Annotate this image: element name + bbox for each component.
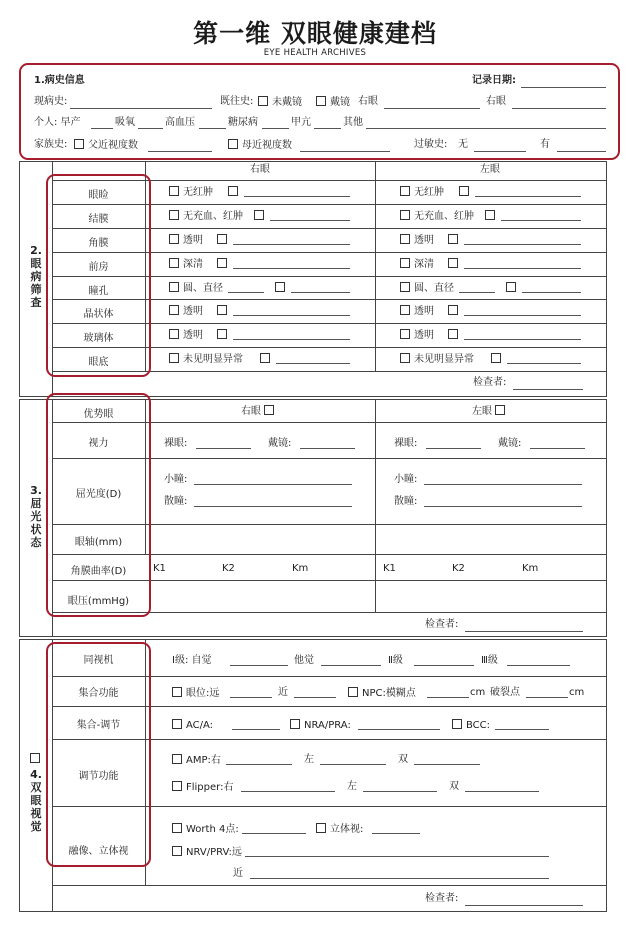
right-lens-checkbox[interactable] [169,305,179,315]
npc-blur-field[interactable] [427,697,469,698]
premature-field[interactable] [91,128,113,129]
screening-section-label: 2. 眼 病 筛 查 [30,244,42,309]
hypertension-field[interactable] [199,128,226,129]
left-fundus-other-checkbox[interactable] [491,353,501,363]
allergy-have-field[interactable] [557,151,606,152]
left-fundus-field[interactable] [507,363,581,364]
right-dilated-label: 散瞳: [164,496,188,507]
left-vitreous-field[interactable] [464,339,581,340]
nra-checkbox[interactable] [290,719,300,729]
allergy-none-field[interactable] [474,151,526,152]
nrv-checkbox[interactable] [172,846,182,856]
nra-field[interactable] [358,729,440,730]
bcc-checkbox[interactable] [452,719,462,729]
row-label-eyelid: 眼睑 [88,190,109,201]
history-heading: 1.病史信息 [34,75,85,86]
left-naked-field[interactable] [426,448,481,449]
left-k1: K1 [383,563,396,574]
right-dilated-field[interactable] [194,506,352,507]
past-right-eye-label: 右眼 [358,96,378,107]
left-lens-field[interactable] [464,315,581,316]
flipper-both-label: 双 [449,781,459,792]
fusion-stereo-label: 融像、立体视 [68,846,129,857]
other-sense-field[interactable] [321,665,381,666]
nrv-near-field[interactable] [250,878,549,879]
right-pupil-other-checkbox[interactable] [275,282,285,292]
nrv-far-field[interactable] [245,856,549,857]
stereo-checkbox[interactable] [316,823,326,833]
binocular-section-label: 4. 双 眼 视 觉 [30,768,42,833]
npc-label: NPC:模糊点 [362,688,416,699]
bcc-field[interactable] [495,729,549,730]
synoptophore-label: 同视机 [83,655,114,666]
amp-label: AMP:右 [186,755,221,766]
dominant-right-label: 右眼 [241,406,261,417]
curvature-label: 角膜曲率(D) [70,566,127,577]
vision-label: 视力 [88,438,109,449]
no-glasses-checkbox[interactable] [258,96,268,106]
refraction-items-highlight [46,393,151,617]
grade2-field[interactable] [414,665,474,666]
eye-position-label: 眼位:远 [186,688,220,699]
right-pupil-diameter-field[interactable] [228,292,264,293]
left-chamber-other-checkbox[interactable] [448,258,458,268]
screening-inspector-field[interactable] [513,389,583,390]
nra-label: NRA/PRA: [304,720,351,731]
left-pupil-other-checkbox[interactable] [506,282,516,292]
row-label-lens: 晶状体 [83,309,114,320]
past-right-eye-label-2: 右眼 [486,96,506,107]
mother-checkbox[interactable] [228,139,238,149]
binocular-items-highlight [46,642,151,867]
right-eyelid-field[interactable] [244,196,350,197]
right-cornea-checkbox[interactable] [169,234,179,244]
mother-label: 母近视度数 [242,140,292,151]
left-conjunctiva-other-checkbox[interactable] [485,210,495,220]
left-dilated-field[interactable] [424,506,582,507]
allergy-have-label: 有 [540,139,550,150]
right-vitreous-other-checkbox[interactable] [217,329,227,339]
convergence-accommodation-label: 集合-调节 [76,720,121,731]
hypoxia-field[interactable] [138,128,163,129]
right-eyelid-checkbox[interactable] [169,186,179,196]
right-chamber-checkbox[interactable] [169,258,179,268]
father-field[interactable] [148,151,212,152]
amp-left-field[interactable] [320,764,386,765]
right-fundus-checkbox[interactable] [169,353,179,363]
axial-length-label: 眼轴(mm) [74,537,123,548]
right-lens-field[interactable] [233,315,350,316]
dominant-left-label: 左眼 [472,406,492,417]
worth-field[interactable] [242,833,306,834]
left-chamber-checkbox[interactable] [400,258,410,268]
right-vitreous-checkbox[interactable] [169,329,179,339]
left-km: Km [522,563,539,574]
allergy-none-label: 无 [458,139,468,150]
amp-checkbox[interactable] [172,754,182,764]
glasses-label: 戴镜 [330,97,350,108]
eye-position-near-field[interactable] [294,697,336,698]
right-fundus-other-checkbox[interactable] [260,353,270,363]
right-cornea-field[interactable] [233,244,350,245]
allergy-label: 过敏史: [414,139,448,150]
left-vitreous-checkbox[interactable] [400,329,410,339]
grade1-field[interactable] [230,665,288,666]
right-pupil-checkbox[interactable] [169,282,179,292]
accommodation-label: 调节功能 [78,771,119,782]
aca-label: AC/A: [186,720,214,731]
right-naked-label: 裸眼: [164,438,188,449]
grade3-field[interactable] [507,665,570,666]
right-glasses-field[interactable] [300,448,355,449]
no-glasses-label: 未戴镜 [272,97,302,108]
npc-cm-label: cm [470,687,486,698]
eye-position-checkbox[interactable] [172,687,182,697]
screening-inspector-label: 检查者: [473,377,507,388]
refraction-label: 屈光度(D) [75,489,122,500]
father-checkbox[interactable] [74,139,84,149]
other-label: 其他 [343,117,363,128]
screening-items-highlight [46,174,151,377]
left-conjunctiva-field[interactable] [501,220,581,221]
right-chamber-field[interactable] [233,268,350,269]
flipper-right-field[interactable] [241,791,335,792]
amp-left-label: 左 [304,754,314,765]
left-fundus-checkbox[interactable] [400,353,410,363]
amp-right-field[interactable] [226,764,292,765]
left-eyelid-field[interactable] [475,196,581,197]
right-small-pupil-field[interactable] [194,484,352,485]
row-label-vitreous: 玻璃体 [83,333,114,344]
left-lens-checkbox[interactable] [400,305,410,315]
left-vitreous-other-checkbox[interactable] [448,329,458,339]
left-small-pupil-label: 小瞳: [394,474,418,485]
right-conjunctiva-field[interactable] [270,220,350,221]
right-conjunctiva-checkbox[interactable] [169,210,179,220]
past-right-eye-field[interactable] [384,108,480,109]
grade2-label: Ⅱ级 [388,655,403,666]
present-history-field[interactable] [70,108,212,109]
flipper-both-field[interactable] [465,791,539,792]
page-title: 第一维 双眼健康建档 [193,19,437,48]
grade3-label: Ⅲ级 [481,655,498,666]
record-date-label: 记录日期: [472,75,516,86]
left-pupil-checkbox[interactable] [400,282,410,292]
flipper-checkbox[interactable] [172,781,182,791]
right-chamber-other-checkbox[interactable] [217,258,227,268]
father-label: 父近视度数 [88,140,138,151]
diabetes-label: 糖尿病 [228,117,258,128]
row-label-cornea: 角膜 [88,238,109,249]
row-label-conjunctiva: 结膜 [88,214,109,225]
row-label-anterior-chamber: 前房 [88,262,109,273]
binocular-inspector-field[interactable] [465,905,583,906]
right-cornea-other-checkbox[interactable] [217,234,227,244]
refraction-section-label: 3. 屈 光 状 态 [30,484,42,549]
hypertension-label: 高血压 [165,117,195,128]
flipper-left-label: 左 [347,781,357,792]
worth-label: Worth 4点: [186,824,239,835]
right-fundus-field[interactable] [276,363,350,364]
iop-label: 眼压(mmHg) [67,596,130,607]
flipper-left-field[interactable] [363,791,437,792]
nrv-label: NRV/PRV:远 [186,847,242,858]
refraction-inspector-label: 检查者: [425,619,459,630]
left-eye-header: 左眼 [480,164,500,175]
aca-checkbox[interactable] [172,719,182,729]
past-right-eye-field-2[interactable] [512,108,606,109]
left-small-pupil-field[interactable] [424,484,582,485]
dominant-left-checkbox[interactable] [495,405,505,415]
stereo-label: 立体视: [330,824,364,835]
row-label-fundus: 眼底 [88,357,109,368]
break-point-field[interactable] [526,697,568,698]
right-glasses-label: 戴镜: [268,438,292,449]
amp-both-label: 双 [398,754,408,765]
right-small-pupil-label: 小瞳: [164,474,188,485]
personal-premature-label: 个人: 早产 [34,117,81,128]
right-lens-other-checkbox[interactable] [217,305,227,315]
worth-checkbox[interactable] [172,823,182,833]
left-k2: K2 [452,563,465,574]
page-subtitle: EYE HEALTH ARCHIVES [263,48,367,58]
diabetes-field[interactable] [262,128,289,129]
present-history-label: 现病史: [34,96,68,107]
left-naked-label: 裸眼: [394,438,418,449]
glasses-checkbox[interactable] [316,96,326,106]
grade1-label: Ⅰ级: 自觉 [172,655,212,666]
left-cornea-field[interactable] [464,244,581,245]
dominant-right-checkbox[interactable] [264,405,274,415]
near-label: 近 [278,687,288,698]
left-cornea-checkbox[interactable] [400,234,410,244]
left-pupil-field[interactable] [522,292,581,293]
right-k2: K2 [222,563,235,574]
nrv-near-label: 近 [233,868,243,879]
eye-position-far-field[interactable] [230,697,272,698]
left-chamber-field[interactable] [464,268,581,269]
break-cm-label: cm [569,687,585,698]
refraction-inspector-field[interactable] [465,631,583,632]
left-eyelid-other-checkbox[interactable] [459,186,469,196]
binocular-section-checkbox[interactable] [30,753,40,763]
right-k1: K1 [153,563,166,574]
binocular-inspector-label: 检查者: [425,893,459,904]
family-history-label: 家族史: [34,139,68,150]
left-eyelid-checkbox[interactable] [400,186,410,196]
dominant-eye-label: 优势眼 [83,409,114,420]
mother-field[interactable] [300,151,390,152]
left-lens-other-checkbox[interactable] [448,305,458,315]
right-naked-field[interactable] [196,448,251,449]
flipper-label: Flipper:右 [186,782,234,793]
past-history-label: 既往史: [220,96,254,107]
right-pupil-field[interactable] [291,292,350,293]
left-dilated-label: 散瞳: [394,496,418,507]
aca-field[interactable] [232,729,280,730]
other-sense-label: 他觉 [294,655,314,666]
bcc-label: BCC: [466,720,491,731]
right-eyelid-other-checkbox[interactable] [228,186,238,196]
right-eye-header: 右眼 [250,164,270,175]
convergence-label: 集合功能 [78,688,119,699]
right-conjunctiva-other-checkbox[interactable] [254,210,264,220]
right-km: Km [292,563,309,574]
left-conjunctiva-checkbox[interactable] [400,210,410,220]
left-pupil-diameter-field[interactable] [459,292,495,293]
left-cornea-other-checkbox[interactable] [448,234,458,244]
hyperthyroid-field[interactable] [314,128,341,129]
row-label-pupil: 瞳孔 [88,286,109,297]
other-field[interactable] [366,128,606,129]
record-date-field[interactable] [521,87,606,88]
right-vitreous-field[interactable] [233,339,350,340]
hyperthyroid-label: 甲亢 [291,117,311,128]
break-point-label: 破裂点 [490,687,520,698]
hypoxia-label: 吸氧 [115,117,135,128]
npc-checkbox[interactable] [348,687,358,697]
stereo-field[interactable] [372,833,420,834]
amp-both-field[interactable] [414,764,480,765]
left-glasses-field[interactable] [530,448,585,449]
left-glasses-label: 戴镜: [498,438,522,449]
